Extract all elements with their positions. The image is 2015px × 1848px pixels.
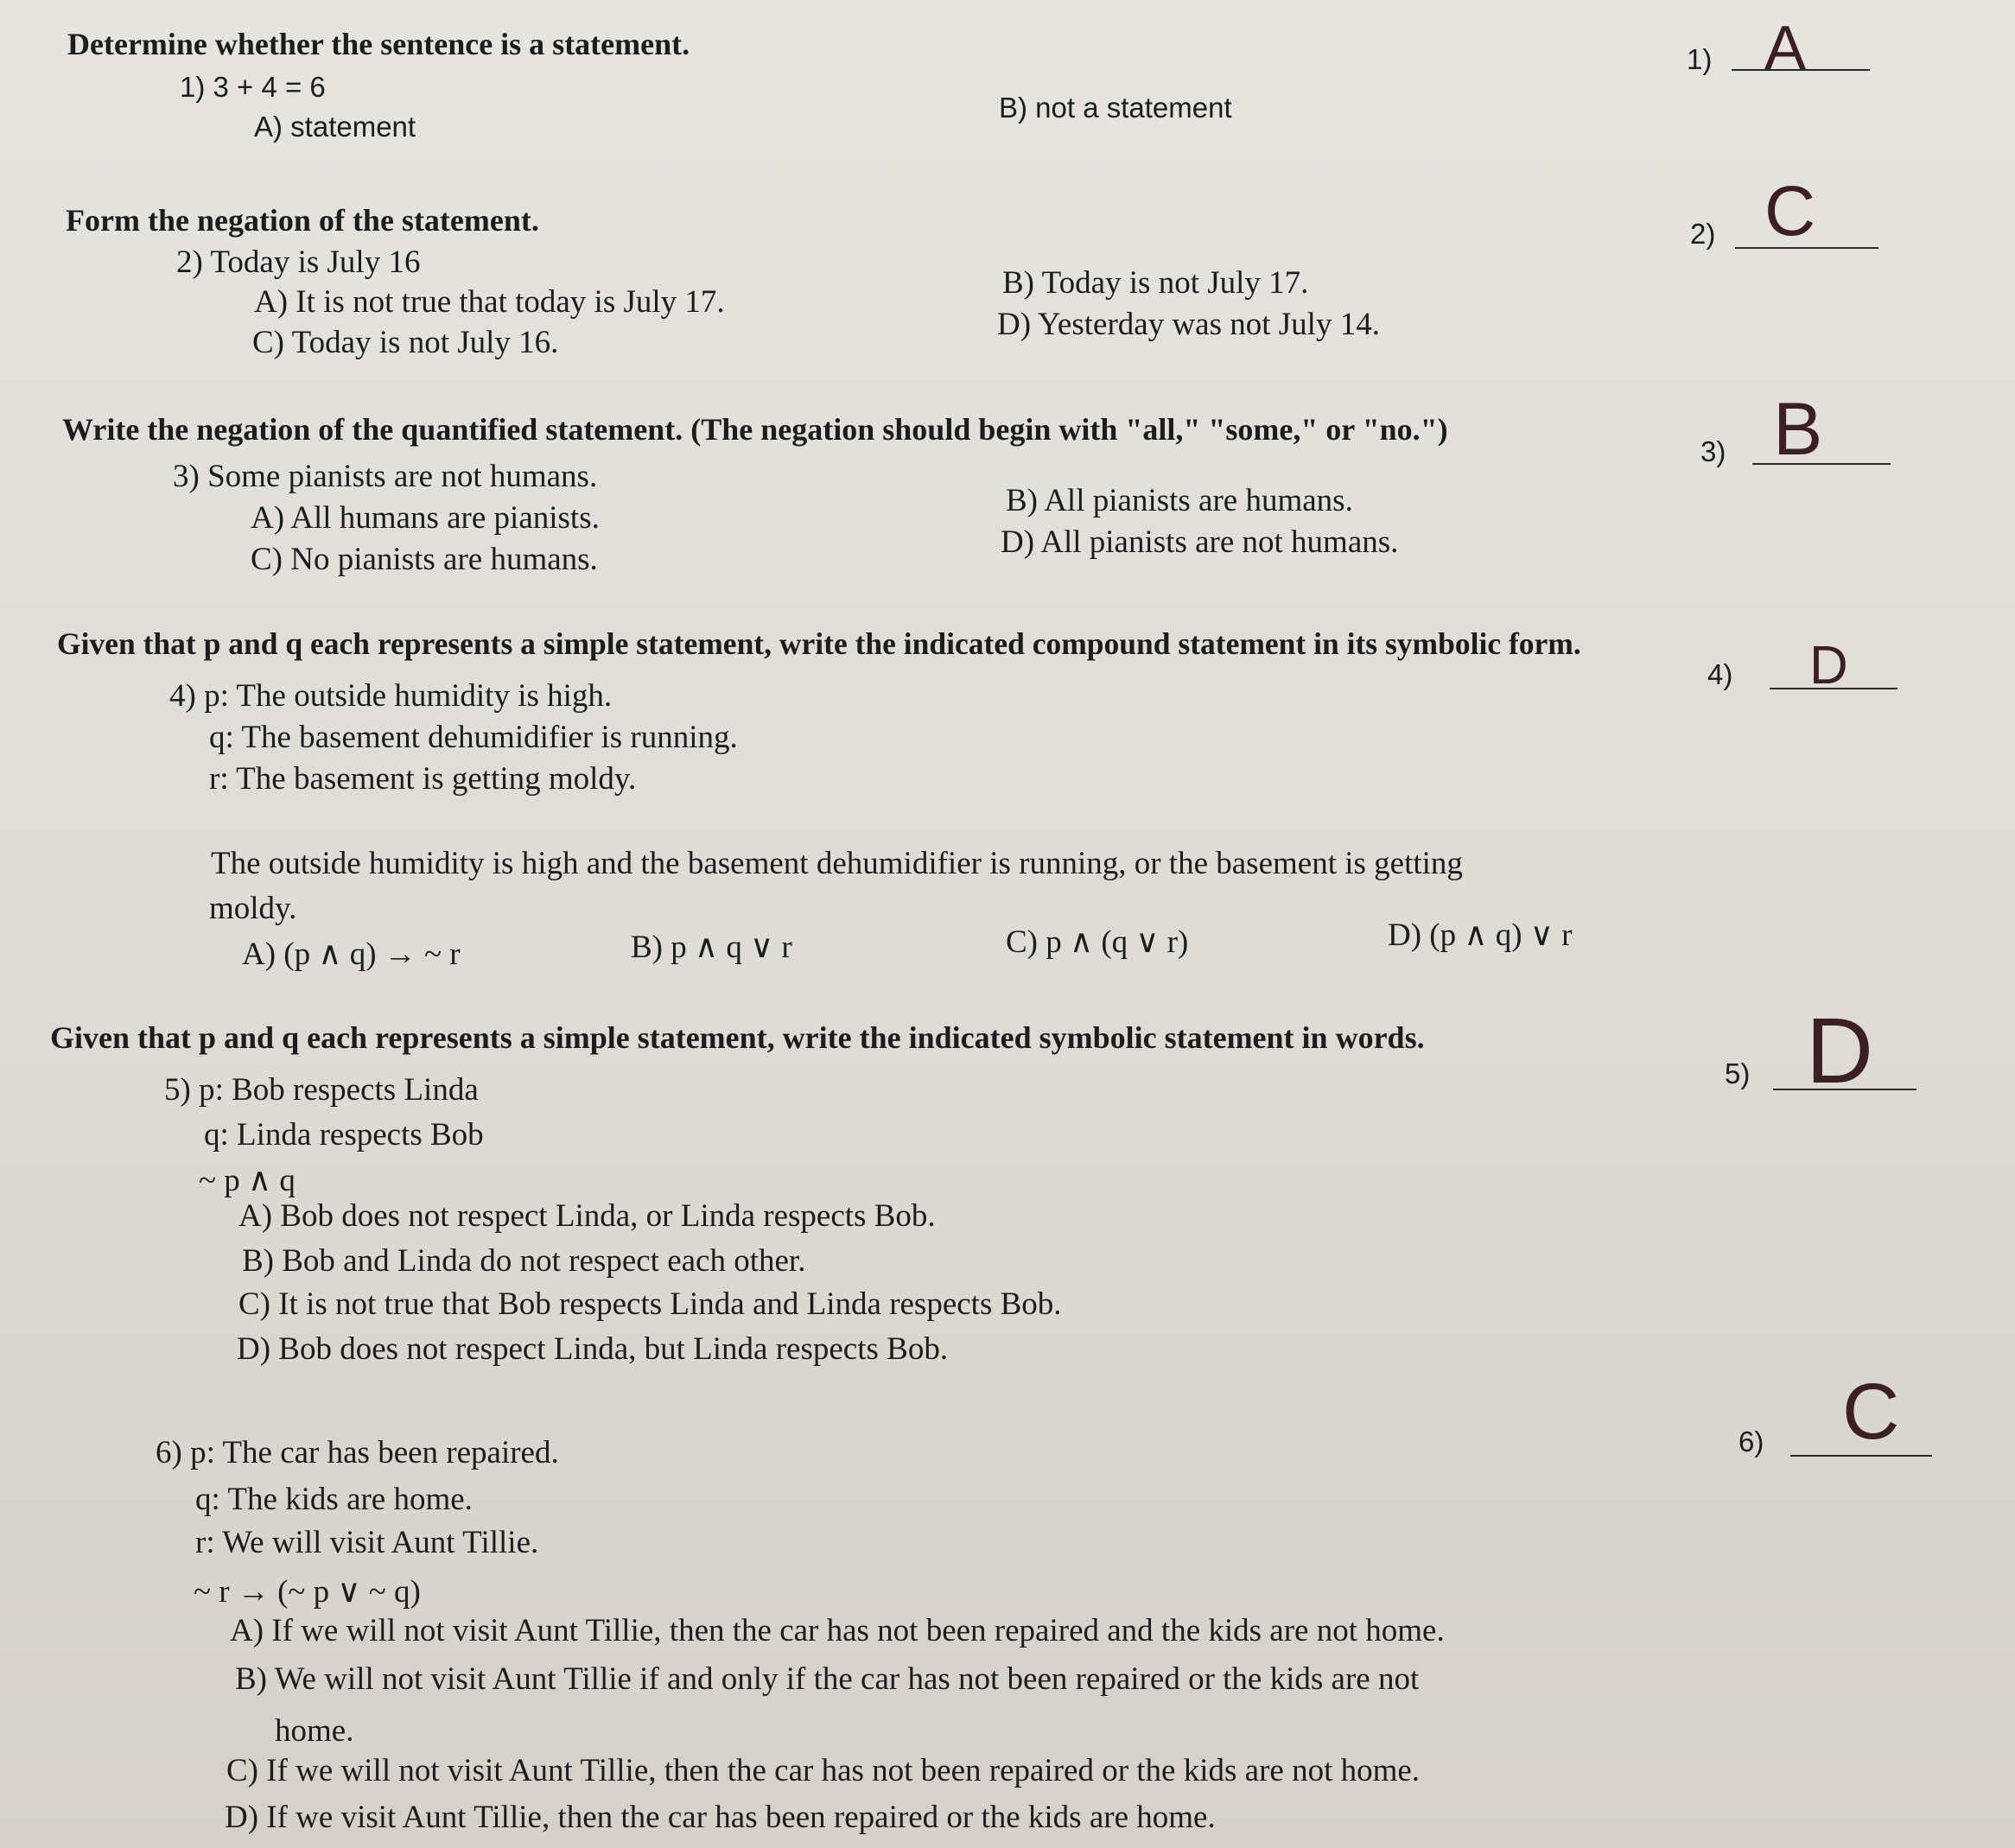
question-3-option-a: A) All humans are pianists.	[251, 500, 600, 536]
question-6-expression: ~ r → (~ p ∨ ~ q)	[194, 1574, 421, 1610]
question-3-text: 3) Some pianists are not humans.	[173, 459, 598, 494]
question-6-option-b-line2: home.	[275, 1713, 354, 1749]
question-5-p: 5) p: Bob respects Linda	[164, 1072, 479, 1108]
section-1-heading: Determine whether the sentence is a statement.	[67, 27, 690, 61]
answer-4-label: 4)	[1707, 658, 1733, 690]
question-1-option-b: B) not a statement	[999, 92, 1232, 124]
question-4-option-d: D) (p ∧ q) ∨ r	[1388, 918, 1573, 953]
question-5-option-a: A) Bob does not respect Linda, or Linda respects Bob.	[238, 1198, 936, 1234]
question-4-option-a: A) (p ∧ q) → ~ r	[242, 937, 461, 972]
question-3-option-b: B) All pianists are humans.	[1006, 483, 1353, 518]
answer-4-mark: D	[1809, 636, 1848, 695]
question-2-option-d: D) Yesterday was not July 14.	[997, 307, 1380, 342]
answer-1-label: 1)	[1687, 43, 1713, 75]
question-6-option-a: A) If we will not visit Aunt Tillie, then the car has not been repaired and the kids are not home.	[230, 1613, 1445, 1648]
question-4-sentence-line2: moldy.	[209, 891, 297, 926]
answer-5-mark: D	[1806, 998, 1873, 1102]
answer-5-label: 5)	[1725, 1057, 1751, 1089]
question-1-option-a: A) statement	[254, 111, 416, 143]
answer-2-label: 2)	[1690, 218, 1716, 250]
question-6-option-b-line1: B) We will not visit Aunt Tillie if and only if the car has not been repaired or the kids are not	[235, 1661, 1420, 1697]
question-4-option-c: C) p ∧ (q ∨ r)	[1006, 924, 1189, 960]
question-5-option-c: C) It is not true that Bob respects Linda and Linda respects Bob.	[238, 1286, 1062, 1322]
answer-3-label: 3)	[1700, 435, 1726, 467]
question-4-option-b: B) p ∧ q ∨ r	[631, 930, 792, 965]
question-4-sentence-line1: The outside humidity is high and the basement dehumidifier is running, or the basement is getting	[211, 846, 1463, 881]
section-3-heading: Write the negation of the quantified statement. (The negation should begin with "all," "some," or "no.")	[62, 412, 1448, 447]
question-3-option-d: D) All pianists are not humans.	[1001, 524, 1399, 560]
question-4-r: r: The basement is getting moldy.	[209, 761, 637, 797]
answer-1-mark: A	[1764, 14, 1807, 83]
question-3-option-c: C) No pianists are humans.	[251, 542, 598, 577]
question-6-option-c: C) If we will not visit Aunt Tillie, then the car has not been repaired or the kids are not home.	[226, 1753, 1421, 1788]
question-2-text: 2) Today is July 16	[176, 244, 421, 280]
question-2-option-c: C) Today is not July 16.	[252, 325, 559, 360]
question-6-q: q: The kids are home.	[195, 1482, 473, 1517]
question-2-option-b: B) Today is not July 17.	[1002, 265, 1309, 301]
question-4-p: 4) p: The outside humidity is high.	[169, 678, 613, 714]
question-6-p: 6) p: The car has been repaired.	[156, 1435, 559, 1470]
question-4-q: q: The basement dehumidifier is running.	[209, 720, 738, 755]
question-6-r: r: We will visit Aunt Tillie.	[195, 1525, 539, 1560]
answer-3-mark: B	[1773, 388, 1823, 471]
question-5-option-d: D) Bob does not respect Linda, but Linda respects Bob.	[237, 1331, 949, 1367]
question-6-option-d: D) If we visit Aunt Tillie, then the car has been repaired or the kids are home.	[225, 1800, 1216, 1835]
answer-2-mark: C	[1764, 172, 1816, 251]
section-5-heading: Given that p and q each represents a simple statement, write the indicated symbolic statement in words.	[50, 1020, 1425, 1055]
answer-6-label: 6)	[1738, 1426, 1764, 1457]
question-5-option-b: B) Bob and Linda do not respect each other.	[242, 1243, 806, 1279]
question-1-text: 1) 3 + 4 = 6	[180, 71, 326, 103]
answer-6-mark: C	[1842, 1368, 1900, 1456]
section-4-heading: Given that p and q each represents a simple statement, write the indicated compound statement in its symbolic form.	[57, 626, 1581, 661]
question-2-option-a: A) It is not true that today is July 17.	[254, 284, 725, 320]
question-5-expression: ~ p ∧ q	[199, 1163, 296, 1198]
section-2-heading: Form the negation of the statement.	[66, 203, 539, 238]
question-5-q: q: Linda respects Bob	[204, 1117, 484, 1153]
